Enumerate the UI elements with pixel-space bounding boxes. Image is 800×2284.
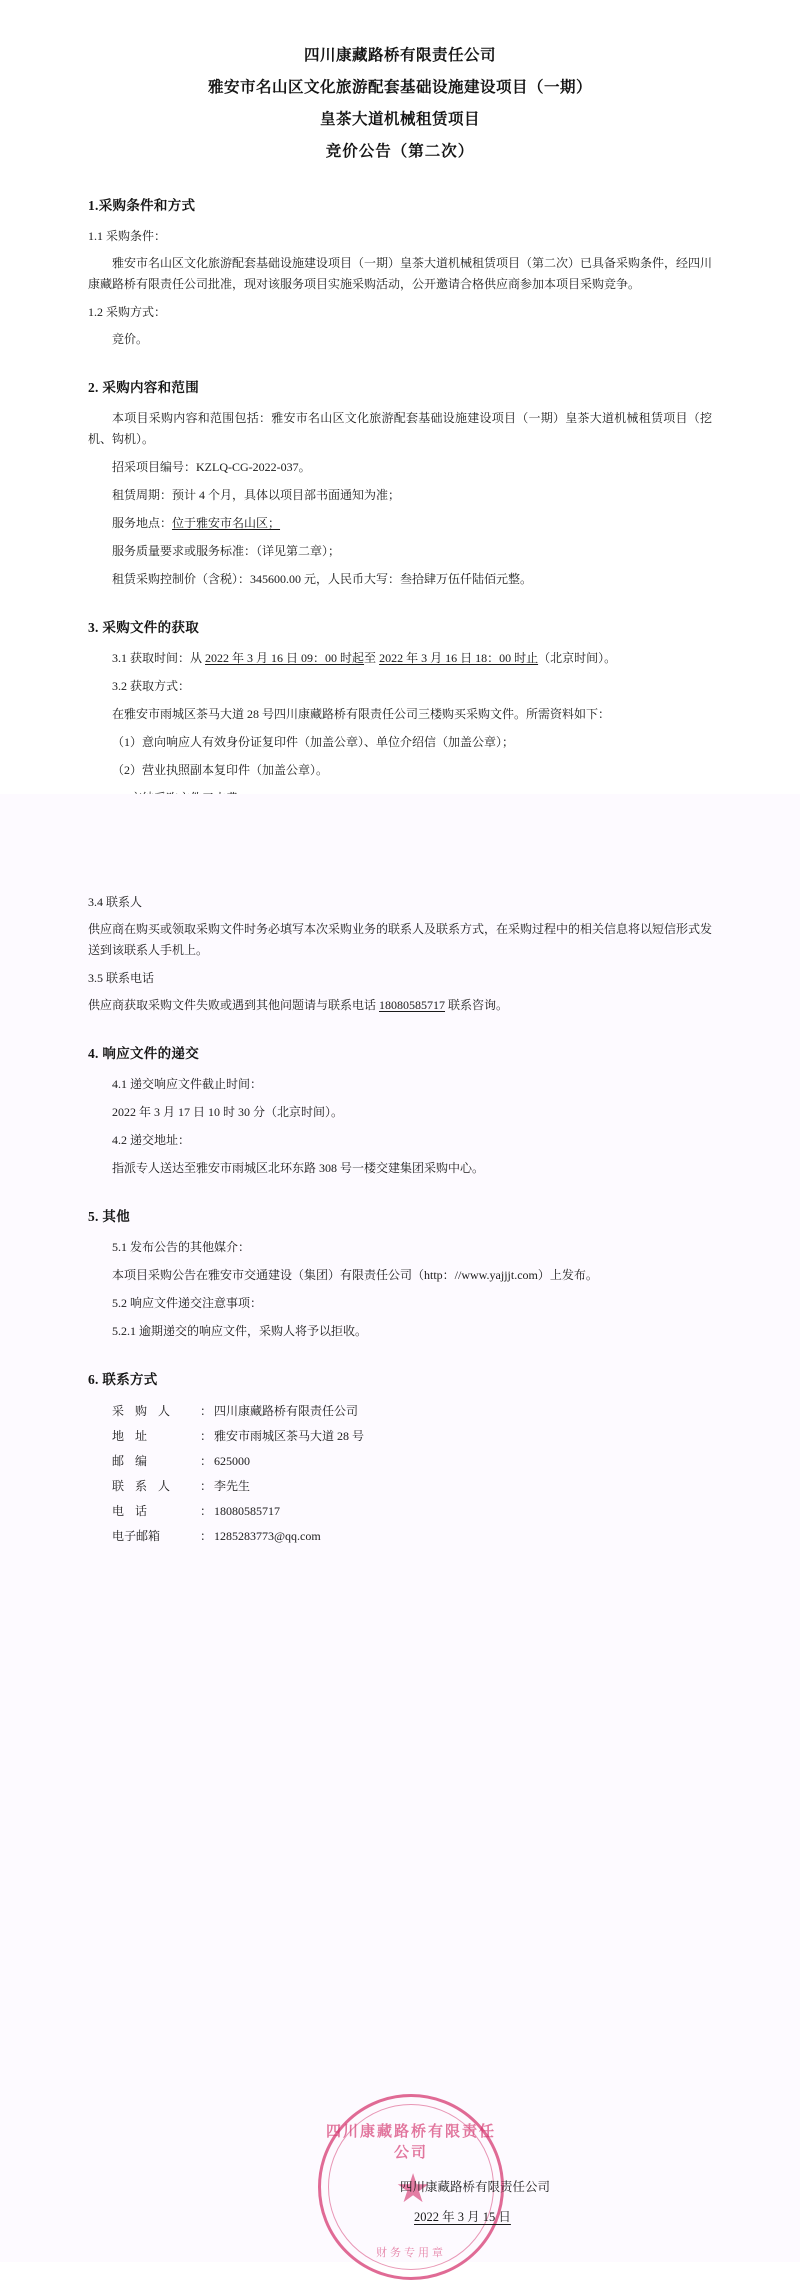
field-service-standard-label: 服务质量要求或服务标准： — [112, 544, 257, 558]
section-5-item-1-label: 5.1 发布公告的其他媒介： — [112, 1240, 251, 1254]
table-row — [112, 1525, 364, 1550]
section-3-item-2-label: 3.2 获取方式： — [112, 679, 191, 693]
contact-table — [112, 1400, 364, 1550]
field-control-price — [88, 569, 712, 590]
section-1-item-1-text: 雅安市名山区文化旅游配套基础设施建设项目（一期）皇茶大道机械租赁项目（第二次）已具备采购条件，经四川康藏路桥有限责任公司批准，现对该服务项目实施采购活动，公开邀请合格供应商参加本项目采购竞争。 — [88, 256, 713, 291]
section-3-item-4-label: 3.4 联系人 — [88, 895, 143, 909]
contact-colon: ： — [200, 1529, 213, 1543]
document-title — [88, 40, 712, 168]
field-project-number-value: KZLQ-CG-2022-037。 — [196, 460, 311, 474]
signature-date — [414, 2202, 550, 2232]
signature-block — [400, 2172, 550, 2232]
contact-value-phone: 18080585717 — [214, 1504, 280, 1518]
signature-date-text: 2022 年 3 月 15 日 — [414, 2210, 511, 2224]
section-3-item-2-text: 在雅安市雨城区茶马大道 28 号四川康藏路桥有限责任公司三楼购买采购文件。所需资料如下： — [112, 707, 611, 721]
section-3-item-2-sub-1: （1）意向响应人有效身份证复印件（加盖公章）、单位介绍信（加盖公章）； — [112, 735, 515, 749]
contact-value-purchaser: 四川康藏路桥有限责任公司 — [214, 1404, 359, 1418]
section-2-intro: 本项目采购内容和范围包括：雅安市名山区文化旅游配套基础设施建设项目（一期）皇茶大道机械租赁项目（挖机、钩机）。 — [88, 411, 712, 446]
contact-colon: ： — [200, 1404, 213, 1418]
section-heading-3: 3. 采购文件的获取 — [88, 620, 199, 635]
section-heading-1: 1.采购条件和方式 — [88, 198, 196, 213]
contact-value-person: 李先生 — [214, 1479, 251, 1493]
section-3-item-2-sub-2: （2）营业执照副本复印件（加盖公章）。 — [112, 763, 329, 777]
section-3-item-5-label: 3.5 联系电话 — [88, 971, 155, 985]
phone-part-3: 联系咨询。 — [445, 998, 509, 1012]
contact-value-email: 1285283773@qq.com — [214, 1529, 321, 1543]
table-row — [112, 1500, 364, 1525]
title-line-3: 皇茶大道机械租赁项目 — [319, 111, 480, 128]
section-heading-5: 5. 其他 — [88, 1209, 130, 1224]
section-3-item-1-part-5: （北京时间）。 — [538, 651, 617, 665]
field-service-standard — [88, 541, 712, 562]
section-1-item-2-text: 竞价。 — [112, 332, 149, 346]
contact-label-address: 地 址 — [112, 1429, 152, 1443]
table-row — [112, 1425, 364, 1450]
field-lease-period — [88, 485, 712, 506]
section-3-item-5-text — [88, 995, 712, 1016]
section-4-item-1-label: 4.1 递交响应文件截止时间： — [112, 1077, 263, 1091]
seal-bottom-text: 财务专用章 — [376, 2247, 446, 2259]
table-row — [112, 1475, 364, 1500]
contact-value-address: 雅安市雨城区茶马大道 28 号 — [214, 1429, 365, 1443]
section-3-item-1-end-time: 2022 年 3 月 16 日 18：00 时止 — [379, 651, 539, 665]
title-line-2: 雅安市名山区文化旅游配套基础设施建设项目（一期） — [207, 79, 592, 96]
field-service-location — [88, 513, 712, 534]
document-page-2 — [0, 794, 800, 2262]
section-3-item-4-text: 供应商在购买或领取采购文件时务必填写本次采购业务的联系人及联系方式，在采购过程中的相关信息将以短信形式发送到该联系人手机上。 — [88, 922, 713, 957]
field-service-location-value: 位于雅安市名山区； — [172, 516, 281, 530]
contact-colon: ： — [200, 1429, 213, 1443]
section-1-item-2-label: 1.2 采购方式： — [88, 305, 167, 319]
section-3-item-1-label: 3.1 获取时间： — [112, 651, 191, 665]
section-4-item-2-label: 4.2 递交地址： — [112, 1133, 191, 1147]
contact-colon: ： — [200, 1479, 213, 1493]
section-heading-6: 6. 联系方式 — [88, 1372, 158, 1387]
section-1-item-1-label: 1.1 采购条件： — [88, 229, 167, 243]
section-3-item-1 — [88, 648, 712, 669]
field-lease-period-value: 预计 4 个月，具体以项目部书面通知为准； — [172, 488, 401, 502]
section-3-item-1-part-3: 至 — [364, 651, 380, 665]
section-4-item-1-text: 2022 年 3 月 17 日 10 时 30 分（北京时间）。 — [112, 1105, 344, 1119]
field-control-price-label: 租赁采购控制价（含税）： — [112, 572, 251, 586]
contact-label-purchaser: 采 购 人 — [112, 1404, 175, 1418]
star-icon: ★ — [395, 2166, 431, 2211]
field-project-number-label: 招采项目编号： — [112, 460, 197, 474]
section-4-item-2-text: 指派专人送达至雅安市雨城区北环东路 308 号一楼交建集团采购中心。 — [112, 1161, 485, 1175]
contact-colon: ： — [200, 1454, 213, 1468]
field-lease-period-label: 租赁周期： — [112, 488, 173, 502]
contact-label-email: 电子邮箱 — [112, 1529, 161, 1543]
title-line-4: 竞价公告（第二次） — [325, 143, 475, 160]
section-3-item-1-part-1: 从 — [190, 651, 206, 665]
section-heading-2: 2. 采购内容和范围 — [88, 380, 199, 395]
field-service-location-label: 服务地点： — [112, 516, 173, 530]
contact-label-postcode: 邮 编 — [112, 1454, 152, 1468]
field-service-standard-value: （详见第二章）； — [256, 544, 341, 558]
field-control-price-value: 345600.00 元，人民币大写：叁拾肆万伍仟陆佰元整。 — [250, 572, 533, 586]
contact-value-postcode: 625000 — [214, 1454, 250, 1468]
table-row — [112, 1400, 364, 1425]
field-project-number — [88, 457, 712, 478]
phone-part-1: 供应商获取采购文件失败或遇到其他问题请与联系电话 — [88, 998, 380, 1012]
seal-top-text: 四川康藏路桥有限责任公司 — [325, 2124, 496, 2161]
table-row — [112, 1450, 364, 1475]
contact-phone-inline: 18080585717 — [379, 998, 446, 1012]
section-5-item-2-label: 5.2 响应文件递交注意事项： — [112, 1296, 263, 1310]
section-5-item-1-text: 本项目采购公告在雅安市交通建设（集团）有限责任公司（http：//www.yajjjt.com）上发布。 — [112, 1268, 598, 1282]
contact-label-phone: 电 话 — [112, 1504, 152, 1518]
contact-colon: ： — [200, 1504, 213, 1518]
contact-label-person: 联 系 人 — [112, 1479, 175, 1493]
section-5-item-2-text: 5.2.1 逾期递交的响应文件，采购人将予以拒收。 — [112, 1324, 368, 1338]
title-line-1: 四川康藏路桥有限责任公司 — [303, 47, 496, 64]
signature-company: 四川康藏路桥有限责任公司 — [400, 2180, 551, 2194]
section-3-item-1-start-time: 2022 年 3 月 16 日 09：00 时起 — [205, 651, 365, 665]
section-heading-4: 4. 响应文件的递交 — [88, 1046, 199, 1061]
document-page-1 — [0, 0, 800, 790]
